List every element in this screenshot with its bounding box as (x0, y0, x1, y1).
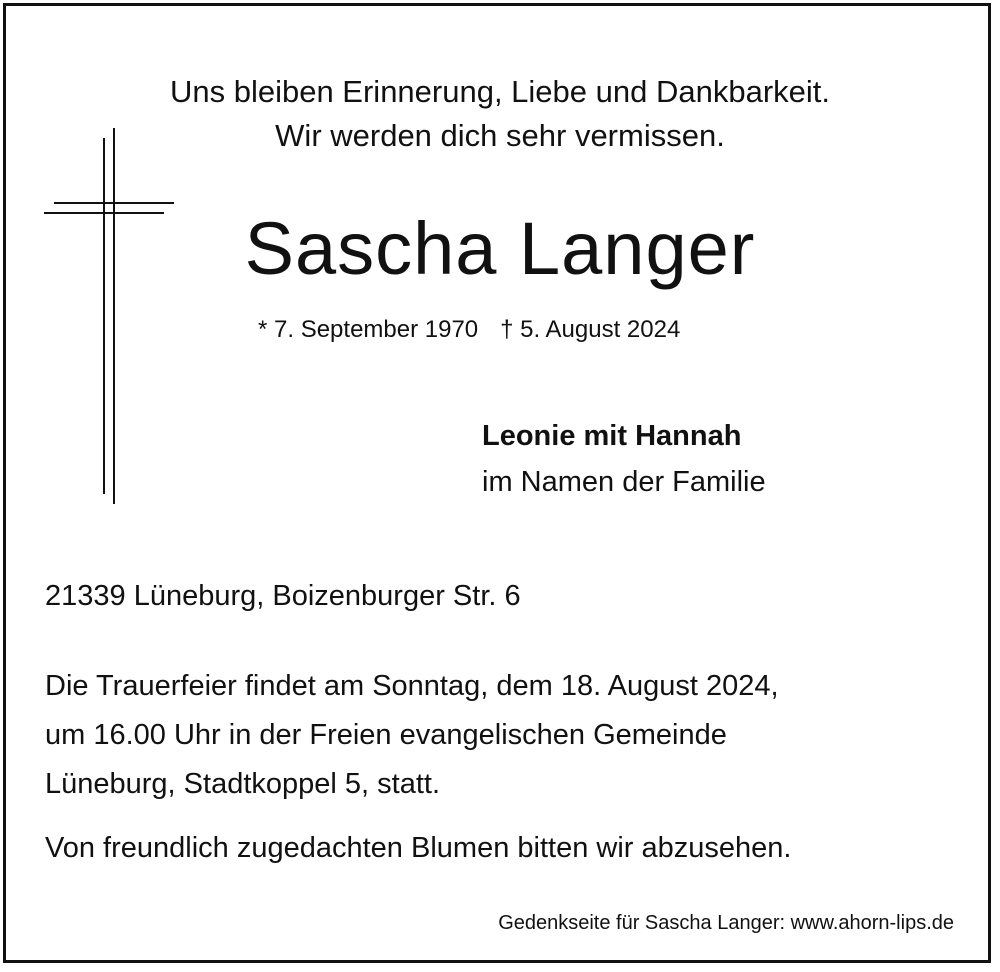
memorial-page-link[interactable]: Gedenkseite für Sascha Langer: www.ahorn-lips.de (498, 912, 954, 934)
cross-icon (44, 126, 176, 506)
ceremony-line-1: Die Trauerfeier findet am Sonntag, dem 18. August 2024, (45, 670, 779, 702)
ceremony-line-3: Lüneburg, Stadtkoppel 5, statt. (45, 768, 440, 800)
birth-date: * 7. September 1970 (258, 316, 479, 343)
life-dates (258, 316, 680, 344)
address: 21339 Lüneburg, Boizenburger Str. 6 (45, 580, 521, 612)
motto-line-1: Uns bleiben Erinnerung, Liebe und Dankbarkeit. (169, 74, 831, 109)
ceremony-line-2: um 16.00 Uhr in der Freien evangelischen Gemeinde (45, 719, 727, 751)
mourners-name: Leonie mit Hannah (482, 420, 742, 452)
flowers-note: Von freundlich zugedachten Blumen bitten wir abzusehen. (45, 832, 792, 864)
death-date: † 5. August 2024 (500, 316, 681, 343)
mourners-subtitle: im Namen der Familie (482, 466, 766, 498)
deceased-name: Sascha Langer (244, 207, 756, 290)
motto-line-2: Wir werden dich sehr vermissen. (275, 118, 725, 153)
